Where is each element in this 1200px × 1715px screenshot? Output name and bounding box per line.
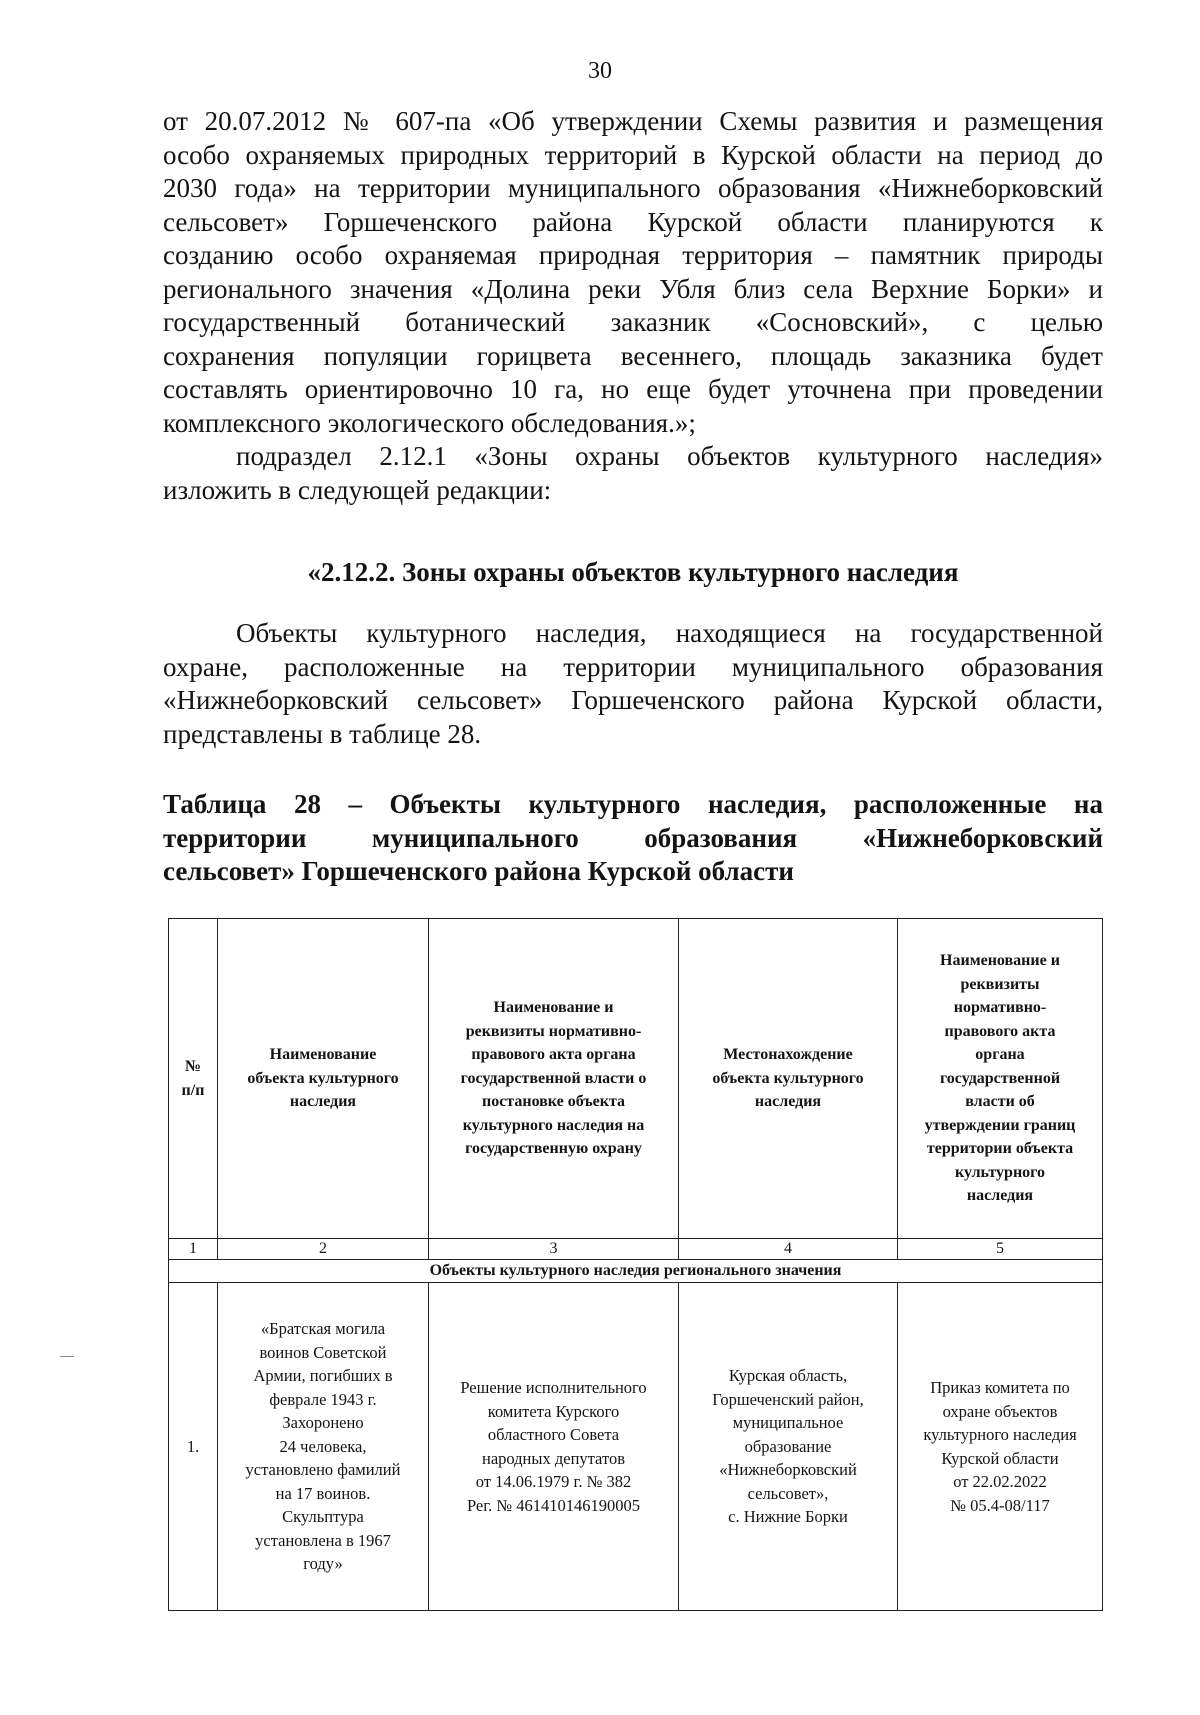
paragraph-subsection	[163, 440, 1103, 507]
cell-line: образование	[744, 1436, 832, 1456]
cell-line: власти об	[965, 1093, 1035, 1111]
cell-line: Армии, погибших в	[253, 1366, 393, 1386]
cell-line: муниципальное	[732, 1413, 844, 1433]
cell-line: сельсовет»,	[747, 1483, 829, 1503]
cell-line: Захоронено	[282, 1413, 364, 1433]
row-protection-act	[429, 1283, 679, 1611]
cell-line: правового акта органа	[471, 1046, 636, 1064]
text-line: 2030 года» на территории муниципального образования «Нижнеборковский	[163, 173, 1103, 203]
cell-line: территории объекта	[926, 1140, 1074, 1158]
cell-line: на 17 воинов.	[275, 1483, 371, 1503]
group-row	[169, 1260, 1103, 1283]
text-line: сельсовет» Горшеченского района Курской области планируются к	[163, 206, 1103, 237]
table-header-row	[169, 919, 1103, 1239]
text-line: составлять ориентировочно 10 га, но еще будет уточнена при проведении	[163, 374, 1103, 404]
header-number	[169, 919, 218, 1239]
cell-line: №	[184, 1058, 202, 1075]
row-location	[679, 1283, 898, 1611]
cell-line: государственной	[939, 1069, 1061, 1087]
cell-line: реквизиты нормативно-	[465, 1022, 642, 1040]
cell-line: Приказ комитета по	[930, 1378, 1070, 1397]
text-line: Объекты культурного наследия, находящиеся на государственной	[236, 618, 1103, 648]
cell-line: культурного наследия	[923, 1425, 1077, 1444]
cell-line: охране объектов	[942, 1401, 1058, 1421]
text-line: созданию особо охраняемая природная территория – памятник природы	[163, 240, 1103, 270]
page-number: 30	[588, 58, 612, 84]
table-row	[169, 1283, 1103, 1611]
cell-line: № 05.4-08/117	[950, 1495, 1050, 1515]
group-title: Объекты культурного наследия регионального значения	[169, 1260, 1103, 1283]
heritage-table-wrapper	[168, 918, 1102, 1611]
cell-line: объекта культурного	[247, 1069, 399, 1087]
cell-line: реквизиты	[960, 975, 1040, 993]
cell-line: Решение исполнительного	[460, 1378, 647, 1397]
header-object-name	[218, 919, 429, 1239]
text-line: представлены в таблице 28.	[163, 718, 482, 749]
column-number: 1	[169, 1239, 218, 1260]
cell-line: народных депутатов	[481, 1448, 625, 1468]
cell-line: органа	[975, 1046, 1025, 1064]
cell-line: 24 человека,	[279, 1436, 367, 1456]
column-number: 3	[429, 1239, 679, 1260]
cell-line: Наименование и	[493, 999, 614, 1017]
paragraph-objects	[163, 617, 1103, 751]
caption-line: сельсовет» Горшеченского района Курской области	[163, 856, 794, 886]
cell-line: от 22.02.2022	[953, 1472, 1047, 1491]
cell-line: утверждении границ	[924, 1116, 1076, 1134]
cell-line: наследия	[754, 1093, 822, 1111]
row-number: 1.	[169, 1283, 218, 1611]
cell-line: объекта культурного	[712, 1069, 864, 1087]
column-number: 2	[218, 1239, 429, 1260]
header-boundaries-act	[898, 919, 1103, 1239]
cell-line: воинов Советской	[259, 1342, 387, 1362]
cell-line: культурного наследия на	[462, 1116, 645, 1134]
cell-line: «Нижнеборковский	[719, 1460, 857, 1480]
cell-line: году»	[303, 1554, 343, 1574]
margin-mark	[60, 1356, 74, 1357]
cell-line: правового акта	[944, 1022, 1056, 1040]
cell-line: установлено фамилий	[245, 1460, 401, 1480]
cell-line: наследия	[966, 1187, 1034, 1205]
text-line: подраздел 2.12.1 «Зоны охраны объектов культурного наследия»	[236, 441, 1103, 471]
text-line: охране, расположенные на территории муниципального образования	[163, 651, 1103, 682]
cell-line: установлена в 1967	[255, 1530, 391, 1550]
text-line: «Нижнеборковский сельсовет» Горшеченского района Курской области,	[163, 685, 1103, 715]
header-location	[679, 919, 898, 1239]
table-caption	[163, 788, 1103, 889]
text-line: изложить в следующей редакции:	[163, 474, 552, 505]
cell-line: феврале 1943 г.	[269, 1389, 377, 1409]
cell-line: культурного	[954, 1163, 1046, 1181]
cell-line: комитета Курского	[487, 1401, 620, 1421]
cell-line: от 14.06.1979 г. № 382	[475, 1472, 632, 1491]
cell-line: Скульптура	[282, 1507, 364, 1527]
column-number: 5	[898, 1239, 1103, 1260]
cell-line: постановке объекта	[481, 1093, 626, 1111]
cell-line: Рег. № 461410146190005	[466, 1495, 641, 1515]
caption-line: Таблица 28 – Объекты культурного наследия, расположенные на	[163, 789, 1103, 819]
text-line: государственный ботанический заказник «Сосновский», с целью	[163, 307, 1103, 337]
text-line: от 20.07.2012 № 607-па «Об утверждении Схемы развития и размещения	[163, 106, 1103, 136]
section-heading: «2.12.2. Зоны охраны объектов культурного наследия	[307, 557, 959, 587]
cell-line: нормативно-	[953, 999, 1047, 1017]
heritage-table	[168, 918, 1103, 1611]
column-numbering-row	[169, 1239, 1103, 1260]
header-protection-act	[429, 919, 679, 1239]
paragraph-continuation	[163, 105, 1103, 440]
cell-line: Курской области	[941, 1448, 1059, 1468]
cell-line: Наименование и	[940, 952, 1060, 970]
text-line: комплексного экологического обследования.»;	[163, 407, 696, 438]
cell-line: Наименование	[269, 1046, 377, 1064]
text-line: особо охраняемых природных территорий в Курской области на период до	[163, 139, 1103, 170]
cell-line: п/п	[181, 1081, 205, 1099]
caption-line: территории муниципального образования «Нижнеборковский	[163, 822, 1103, 853]
text-line: регионального значения «Долина реки Убля близ села Верхние Борки» и	[163, 273, 1103, 304]
column-number: 4	[679, 1239, 898, 1260]
row-boundaries-act	[898, 1283, 1103, 1611]
cell-line: государственную охрану	[465, 1140, 642, 1158]
cell-line: с. Нижние Борки	[728, 1507, 848, 1527]
cell-line: областного Совета	[487, 1425, 620, 1444]
cell-line: «Братская могила	[260, 1319, 386, 1339]
text-line: сохранения популяции горицвета весеннего, площадь заказника будет	[163, 340, 1103, 371]
cell-line: государственной власти о	[460, 1069, 647, 1087]
cell-line: наследия	[289, 1093, 357, 1111]
cell-line: Местонахождение	[723, 1046, 853, 1064]
row-object-name	[218, 1283, 429, 1611]
cell-line: Курская область,	[728, 1366, 848, 1386]
cell-line: Горшеченский район,	[712, 1389, 864, 1409]
